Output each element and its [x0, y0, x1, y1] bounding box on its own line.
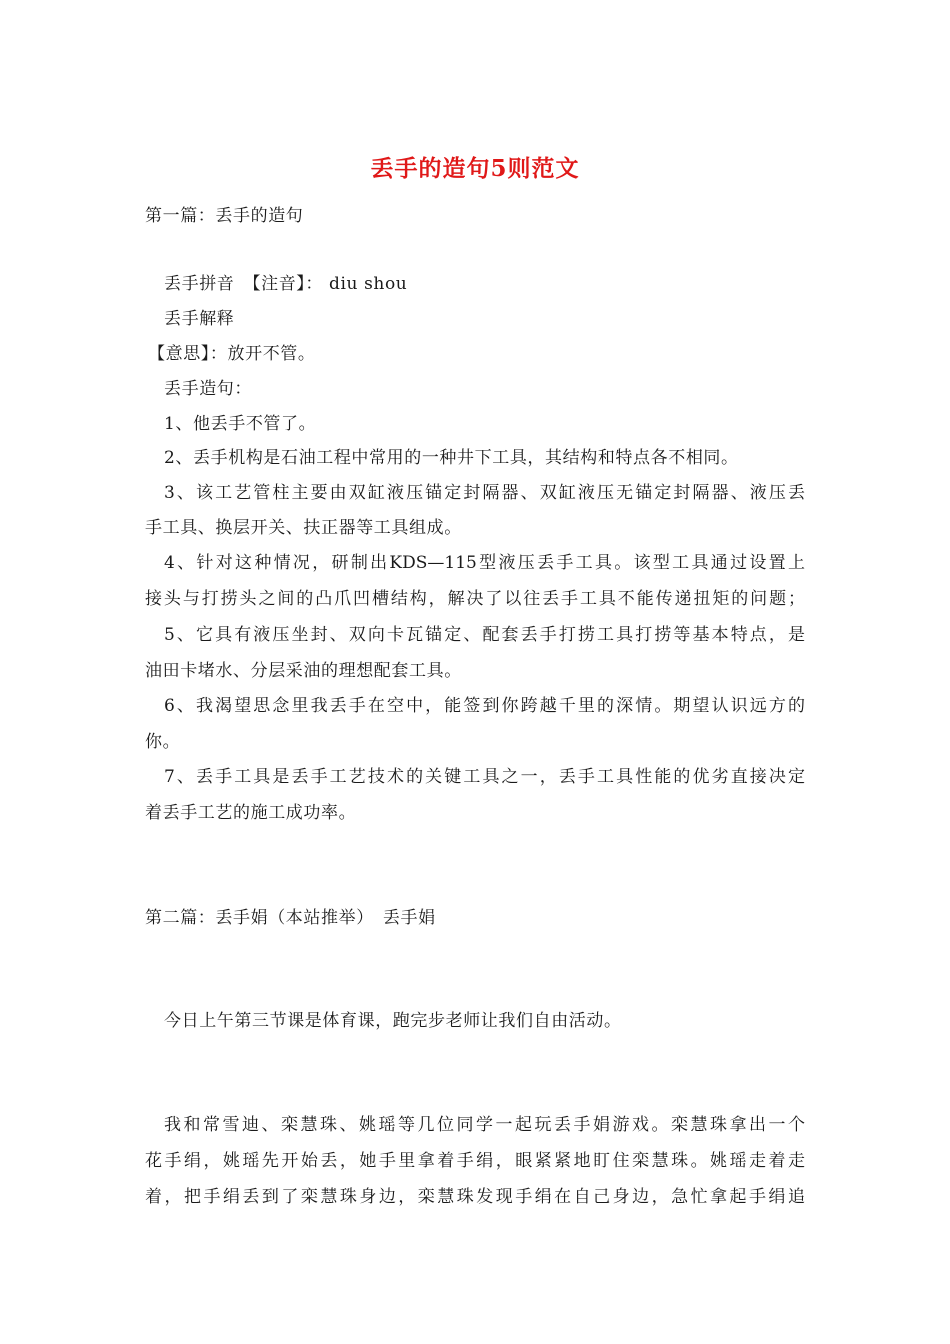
examples-label: 丢手造句： — [164, 379, 252, 399]
example-3-line-1: 3、该工艺管柱主要由双缸液压锚定封隔器、双缸液压无锚定封隔器、液压丢 — [164, 483, 805, 503]
example-1: 1、他丢手不管了。 — [164, 414, 317, 434]
example-5-line-2: 油田卡堵水、分层采油的理想配套工具。 — [145, 661, 462, 681]
example-5-line-1: 5、它具有液压坐封、双向卡瓦锚定、配套丢手打捞工具打捞等基本特点，是 — [164, 625, 805, 645]
example-2: 2、丢手机构是石油工程中常用的一种井下工具，其结构和特点各不相同。 — [164, 448, 739, 468]
example-4-line-2: 接头与打捞头之间的凸爪凹槽结构，解决了以往丢手工具不能传递扭矩的问题； — [145, 589, 805, 609]
pinyin-line: 丢手拼音 【注音】： diu shou — [164, 274, 408, 294]
paragraph-1: 今日上午第三节课是体育课，跑完步老师让我们自由活动。 — [164, 1011, 622, 1031]
example-6-line-2: 你。 — [145, 732, 181, 752]
section-heading-1: 第一篇：丢手的造句 — [145, 206, 304, 226]
example-6-line-1: 6、我渴望思念里我丢手在空中，能签到你跨越千里的深情。期望认识远方的 — [164, 696, 805, 716]
example-3-line-2: 手工具、换层开关、扶正器等工具组成。 — [145, 518, 462, 538]
document-title: 丢手的造句5则范文 — [370, 155, 580, 182]
example-7-line-2: 着丢手工艺的施工成功率。 — [145, 803, 357, 823]
explain-label: 丢手解释 — [164, 309, 235, 329]
example-7-line-1: 7、丢手工具是丢手工艺技术的关键工具之一，丢手工具性能的优劣直接决定 — [164, 767, 805, 787]
section-heading-2: 第二篇：丢手娟（本站推举） 丢手娟 — [145, 908, 436, 928]
example-4-line-1: 4、针对这种情况，研制出KDS—115型液压丢手工具。该型工具通过设置上 — [164, 553, 805, 573]
meaning-line: 【意思】：放开不管。 — [148, 344, 316, 364]
paragraph-2-line-1: 我和常雪迪、栾慧珠、姚瑶等几位同学一起玩丢手娟游戏。栾慧珠拿出一个 — [164, 1115, 805, 1135]
paragraph-2-line-2: 花手绢，姚瑶先开始丢，她手里拿着手绢，眼紧紧地盯住栾慧珠。姚瑶走着走 — [145, 1151, 805, 1171]
paragraph-2-line-3: 着，把手绢丢到了栾慧珠身边，栾慧珠发现手绢在自己身边，急忙拿起手绢追 — [145, 1187, 805, 1207]
